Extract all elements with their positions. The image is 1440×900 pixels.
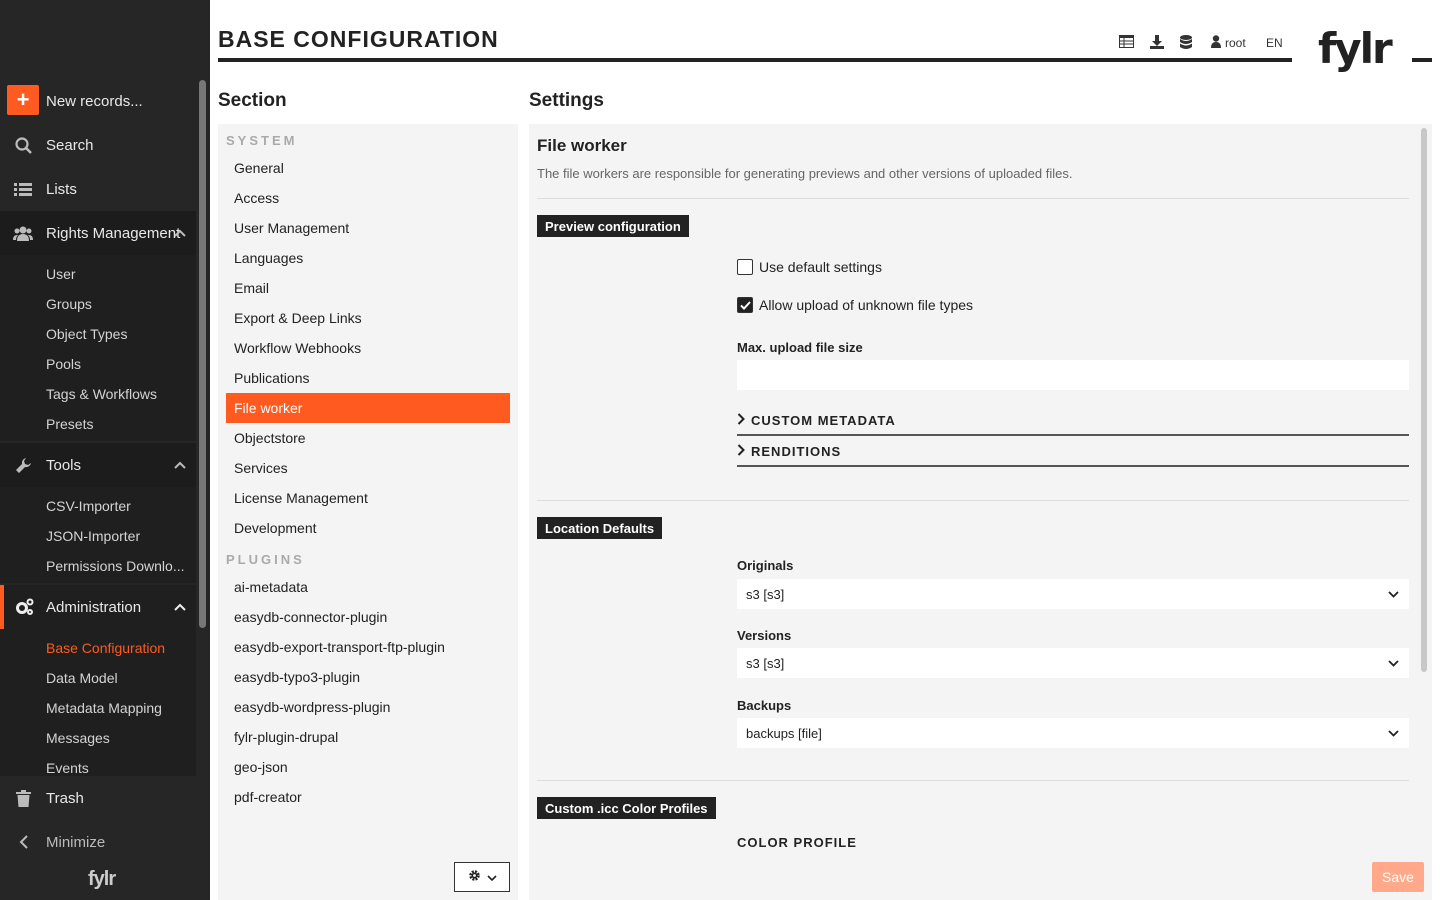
gear-icon [468,869,481,885]
checkbox-label: Use default settings [759,259,882,275]
section-item-languages[interactable]: Languages [234,250,304,266]
sidebar-scrollbar[interactable] [199,80,206,628]
header-divider [218,58,1292,62]
plugin-item-ai-metadata[interactable]: ai-metadata [234,579,308,595]
save-button[interactable]: Save [1372,862,1424,892]
originals-select[interactable] [737,579,1409,609]
rights-submenu [0,255,196,441]
backups-label: Backups [737,698,792,713]
brand-logo: fylr [1318,24,1391,73]
select-value: s3 [s3] [746,586,785,602]
plus-icon[interactable]: + [7,85,39,115]
download-icon[interactable] [1150,35,1164,52]
nav-label: Search [46,136,94,154]
language-switch[interactable]: EN [1266,36,1283,50]
section-item-publications[interactable]: Publications [234,370,310,386]
administration-submenu [0,629,196,776]
select-value: backups [file] [746,725,822,741]
list-icon [0,182,46,197]
nav-search[interactable] [0,123,196,167]
sidebar-item-permissions-download[interactable]: Permissions Downlo... [46,558,185,574]
section-item-license-management[interactable]: License Management [234,490,368,506]
settings-title: Settings [529,90,604,111]
section-item-development[interactable]: Development [234,520,317,536]
versions-label: Versions [737,628,792,643]
user-icon[interactable] [1211,35,1221,51]
plugin-item-geo-json[interactable]: geo-json [234,759,288,775]
nav-label: Administration [46,598,142,616]
checkmark-icon [737,297,753,313]
plugin-item-pdf-creator[interactable]: pdf-creator [234,789,302,805]
sidebar-item-csv-importer[interactable]: CSV-Importer [46,498,131,514]
wrench-icon [0,457,46,474]
section-title: Section [218,90,287,111]
nav-tools[interactable] [0,443,196,487]
settings-panel [529,124,1432,900]
chevron-right-icon [737,413,745,428]
nav-label: Rights Management [46,224,181,242]
originals-label: Originals [737,558,794,573]
versions-select[interactable] [737,648,1409,678]
sidebar-logo: fylr [88,868,116,890]
plugin-item-easydb-wordpress[interactable]: easydb-wordpress-plugin [234,699,391,715]
sidebar-item-presets[interactable]: Presets [46,416,94,432]
chevron-left-icon [0,835,46,849]
nav-label: Tools [46,456,82,474]
nav-minimize[interactable] [0,820,196,864]
nav-label: Lists [46,180,77,198]
sidebar-item-object-types[interactable]: Object Types [46,326,128,342]
settings-description: The file workers are responsible for generating previews and other versions of uploaded files. [537,166,1073,181]
page-title: BASE CONFIGURATION [218,26,499,52]
header-divider-right [1412,58,1432,62]
checkbox-label: Allow upload of unknown file types [759,297,974,313]
section-item-general[interactable]: General [234,160,284,176]
location-defaults-tag: Location Defaults [537,517,662,539]
sidebar-item-groups[interactable]: Groups [46,296,92,312]
icc-profiles-tag: Custom .icc Color Profiles [537,797,716,819]
renditions-expander[interactable] [737,437,1409,467]
user-name[interactable]: root [1225,36,1246,50]
gears-icon [4,598,46,616]
expander-label: RENDITIONS [751,443,842,459]
section-item-services[interactable]: Services [234,460,288,476]
sidebar-item-tags-workflows[interactable]: Tags & Workflows [46,386,157,402]
section-item-objectstore[interactable]: Objectstore [234,430,306,446]
nav-label: New records... [46,92,143,110]
color-profile-label: COLOR PROFILE [737,835,857,850]
section-item-workflow-webhooks[interactable]: Workflow Webhooks [234,340,362,356]
chevron-down-icon [1388,726,1399,740]
divider [537,780,1409,781]
trash-icon [0,790,46,807]
section-item-export-deep-links[interactable]: Export & Deep Links [234,310,362,326]
search-icon [0,137,46,154]
sidebar-item-pools[interactable]: Pools [46,356,82,372]
section-item-access[interactable]: Access [234,190,280,206]
chevron-down-icon [1388,656,1399,670]
section-item-email[interactable]: Email [234,280,270,296]
sidebar-item-user[interactable]: User [46,266,76,282]
settings-heading: File worker [537,136,627,155]
category-plugins: PLUGINS [226,552,305,567]
sidebar-item-base-configuration[interactable]: Base Configuration [46,640,166,656]
chevron-right-icon [737,444,745,459]
nav-lists[interactable] [0,167,196,211]
max-upload-label: Max. upload file size [737,340,863,355]
nav-label: Trash [46,789,84,807]
database-icon[interactable] [1180,35,1192,53]
table-icon[interactable] [1119,35,1134,51]
nav-new-records[interactable] [0,79,196,123]
sidebar-item-metadata-mapping[interactable]: Metadata Mapping [46,700,162,716]
chevron-up-icon [174,600,186,614]
sidebar-item-events[interactable]: Events [46,760,89,776]
select-value: s3 [s3] [746,655,785,671]
chevron-up-icon [174,458,186,472]
chevron-down-icon [1388,587,1399,601]
max-upload-input[interactable] [737,360,1409,390]
use-default-checkbox[interactable] [737,259,882,275]
divider [537,198,1409,199]
category-system: SYSTEM [226,133,298,148]
plugin-item-fylr-drupal[interactable]: fylr-plugin-drupal [234,729,339,745]
divider [537,500,1409,501]
backups-select[interactable] [737,718,1409,748]
expander-label: CUSTOM METADATA [751,412,896,428]
nav-administration[interactable] [0,585,196,629]
plugin-item-easydb-typo3[interactable]: easydb-typo3-plugin [234,669,361,685]
section-item-file-worker[interactable]: File worker [226,393,510,423]
settings-scrollbar[interactable] [1421,128,1427,672]
checkbox-unchecked-icon [737,259,753,275]
section-item-user-management[interactable]: User Management [234,220,350,236]
nav-label: Minimize [46,833,106,851]
allow-unknown-checkbox[interactable] [737,297,973,313]
settings-menu-button[interactable] [454,862,510,892]
sidebar-item-json-importer[interactable]: JSON-Importer [46,528,141,544]
users-icon [0,225,46,241]
plugin-item-easydb-export-ftp[interactable]: easydb-export-transport-ftp-plugin [234,639,445,655]
sidebar [0,0,210,900]
nav-rights-management[interactable] [0,211,196,255]
plugin-item-easydb-connector[interactable]: easydb-connector-plugin [234,609,388,625]
preview-configuration-tag: Preview configuration [537,215,689,237]
sidebar-item-messages[interactable]: Messages [46,730,110,746]
custom-metadata-expander[interactable] [737,406,1409,436]
chevron-down-icon [487,870,497,885]
section-panel [218,124,518,900]
tools-submenu [0,487,196,583]
chevron-up-icon [174,226,186,240]
sidebar-item-data-model[interactable]: Data Model [46,670,118,686]
nav-trash[interactable] [0,776,196,820]
